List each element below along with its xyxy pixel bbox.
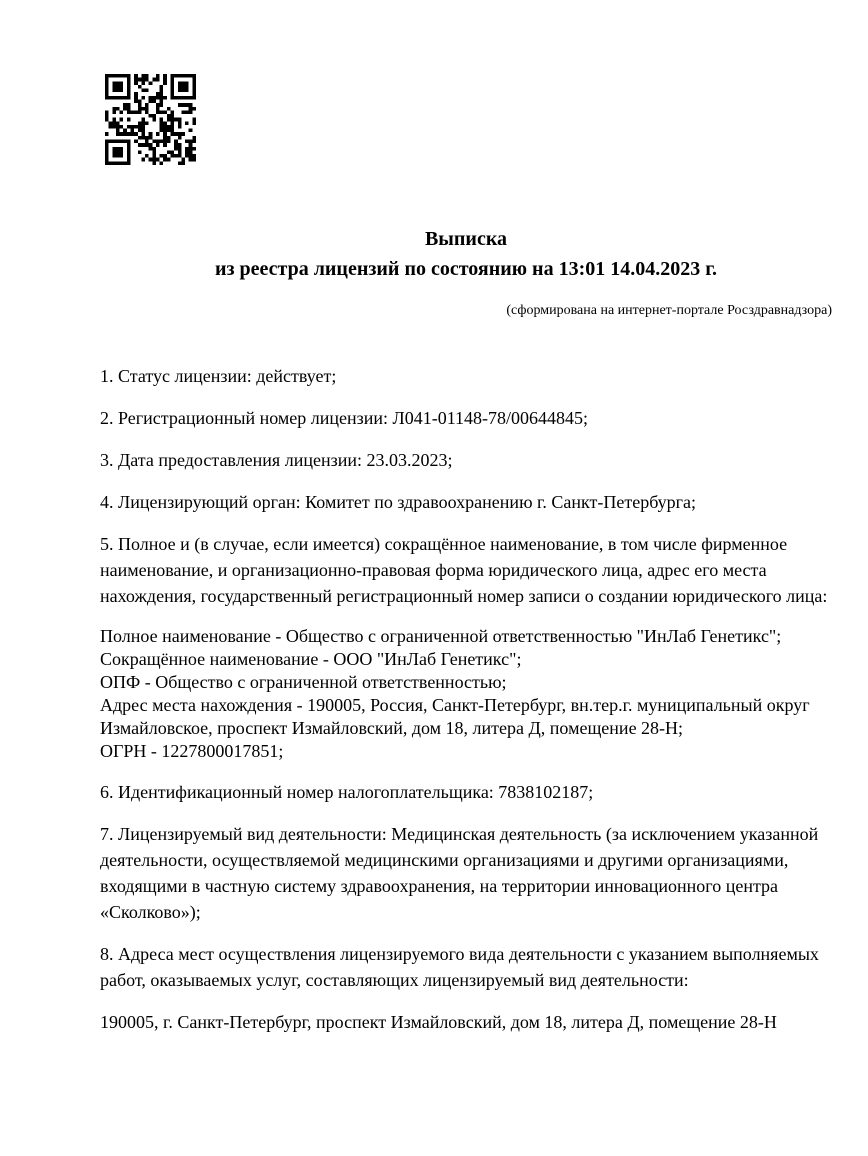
- generation-note: (сформирована на интернет-портале Росздравнадзора): [506, 303, 832, 318]
- org-address: Адрес места нахождения - 190005, Россия, Санкт-Петербург, вн.тер.г. муниципальный округ Измайловское, проспект Измайловский, дом 18, литера Д, помещение 28-Н;: [100, 695, 810, 738]
- paragraph-registration-number: 2. Регистрационный номер лицензии: Л041-01148-78/00644845;: [100, 408, 589, 428]
- org-legal-form: ОПФ - Общество с ограниченной ответственностью;: [100, 672, 507, 692]
- document-content: [100, 0, 832, 1051]
- paragraph-license-status: 1. Статус лицензии: действует;: [100, 366, 337, 386]
- org-short-name: Сокращённое наименование - ООО "ИнЛаб Генетикс";: [100, 649, 522, 669]
- paragraph-inn: 6. Идентификационный номер налогоплательщика: 7838102187;: [100, 782, 594, 802]
- paragraph-org-name-heading: 5. Полное и (в случае, если имеется) сокращённое наименование, в том числе фирменное наименование, и организационно-правовая форма юридического лица, адрес его места нахождения, государственный регистрационный номер записи о создании юридического лица:: [100, 534, 828, 606]
- document-title-line1: Выписка: [424, 228, 508, 250]
- paragraph-licensed-activity: 7. Лицензируемый вид деятельности: Медицинская деятельность (за исключением указанной деятельности, осуществляемой медицинскими организациями и другими организациями, входящими в частную систему здравоохранения, на территории инновационного центра «Сколково»);: [100, 824, 819, 922]
- document-title: [100, 224, 832, 284]
- org-full-name: Полное наименование - Общество с ограниченной ответственностью "ИнЛаб Генетикс";: [100, 626, 782, 646]
- paragraph-activity-address: 190005, г. Санкт-Петербург, проспект Измайловский, дом 18, литера Д, помещение 28-Н: [100, 1012, 777, 1032]
- paragraph-license-date: 3. Дата предоставления лицензии: 23.03.2023;: [100, 450, 453, 470]
- paragraph-activity-addresses-heading: 8. Адреса мест осуществления лицензируемого вида деятельности с указанием выполняемых работ, оказываемых услуг, составляющих лицензируемый вид деятельности:: [100, 944, 819, 990]
- document-title-line2: из реестра лицензий по состоянию на 13:01 14.04.2023 г.: [214, 258, 718, 280]
- organization-details: [100, 625, 832, 763]
- org-ogrn: ОГРН - 1227800017851;: [100, 741, 284, 761]
- paragraph-licensing-authority: 4. Лицензирующий орган: Комитет по здравоохранению г. Санкт-Петербурга;: [100, 492, 697, 512]
